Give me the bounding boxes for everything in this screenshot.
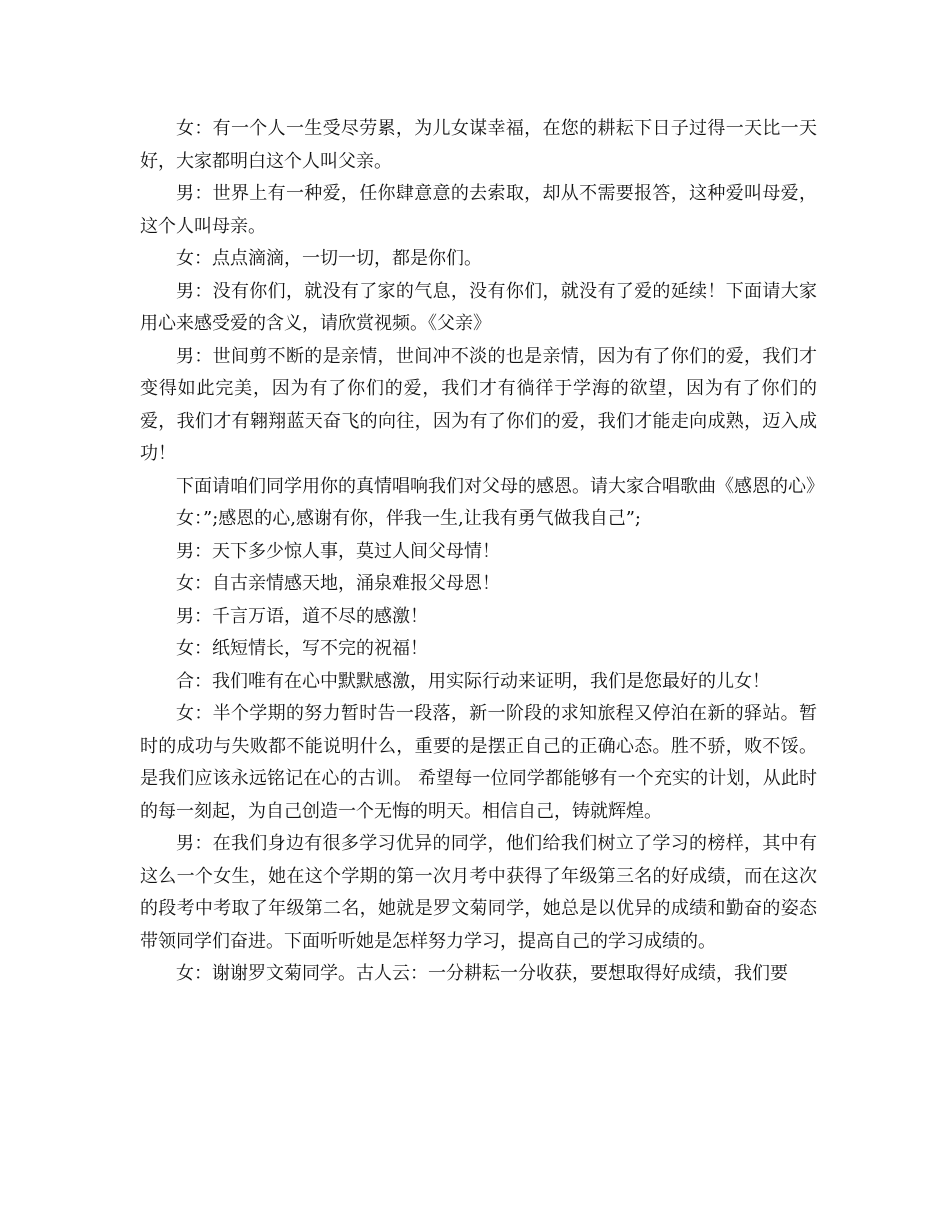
paragraph: 男：天下多少惊人事，莫过人间父母情！ bbox=[176, 540, 500, 562]
paragraph: 女：”;感恩的心,感谢有你，伴我一生,让我有勇气做我自己”; bbox=[176, 508, 641, 529]
paragraph: 女：有一个人一生受尽劳累，为儿女谋幸福，在您的耕耘下日子过得一天比一天好，大家都明白这个人叫父亲。 bbox=[140, 118, 817, 172]
document-body bbox=[140, 113, 824, 991]
paragraph: 男：世间剪不断的是亲情，世间冲不淡的也是亲情，因为有了你们的爱，我们才变得如此完美，因为有了你们的爱，我们才有徜徉于学海的欲望，因为有了你们的爱，我们才有翱翔蓝天奋飞的向往，因为有了你们的爱，我们才能走向成熟，迈入成功！ bbox=[140, 345, 817, 464]
paragraph: 女：谢谢罗文菊同学。古人云：一分耕耘一分收获，要想取得好成绩，我们要 bbox=[176, 963, 788, 984]
paragraph: 男：在我们身边有很多学习优异的同学，他们给我们树立了学习的榜样，其中有这么一个女生，她在这个学期的第一次月考中获得了年级第三名的好成绩，而在这次的段考中考取了年级第二名，她就是罗文菊同学，她总是以优异的成绩和勤奋的姿态带领同学们奋进。下面听听她是怎样努力学习，提高自己的学习成绩的。 bbox=[140, 833, 817, 952]
paragraph: 男：没有你们，就没有了家的气息，没有你们，就没有了爱的延续！下面请大家用心来感受爱的含义，请欣赏视频。《父亲》 bbox=[140, 280, 817, 334]
paragraph: 下面请咱们同学用你的真情唱响我们对父母的感恩。请大家合唱歌曲《感恩的心》 bbox=[176, 475, 824, 497]
paragraph: 女：自古亲情感天地，涌泉难报父母恩！ bbox=[176, 573, 500, 594]
paragraph: 女：纸短情长，写不完的祝福！ bbox=[176, 638, 428, 659]
paragraph: 女：点点滴滴，一切一切，都是你们。 bbox=[176, 248, 482, 269]
paragraph: 合：我们唯有在心中默默感激，用实际行动来证明，我们是您最好的儿女！ bbox=[176, 670, 770, 692]
paragraph: 男：千言万语，道不尽的感激！ bbox=[176, 605, 428, 627]
paragraph: 女：半个学期的努力暂时告一段落，新一阶段的求知旅程又停泊在新的驿站。暂时的成功与失败都不能说明什么，重要的是摆正自己的正确心态。胜不骄，败不馁。是我们应该永远铭记在心的古训。 希望每一位同学都能够有一个充实的计划，从此时的每一刻起，为自己创造一个无悔的明天。相信自己，铸就辉煌。 bbox=[140, 703, 817, 822]
paragraph: 男：世界上有一种爱，任你肆意意的去索取，却从不需要报答，这种爱叫母爱， 这个人叫母亲。 bbox=[140, 183, 817, 237]
